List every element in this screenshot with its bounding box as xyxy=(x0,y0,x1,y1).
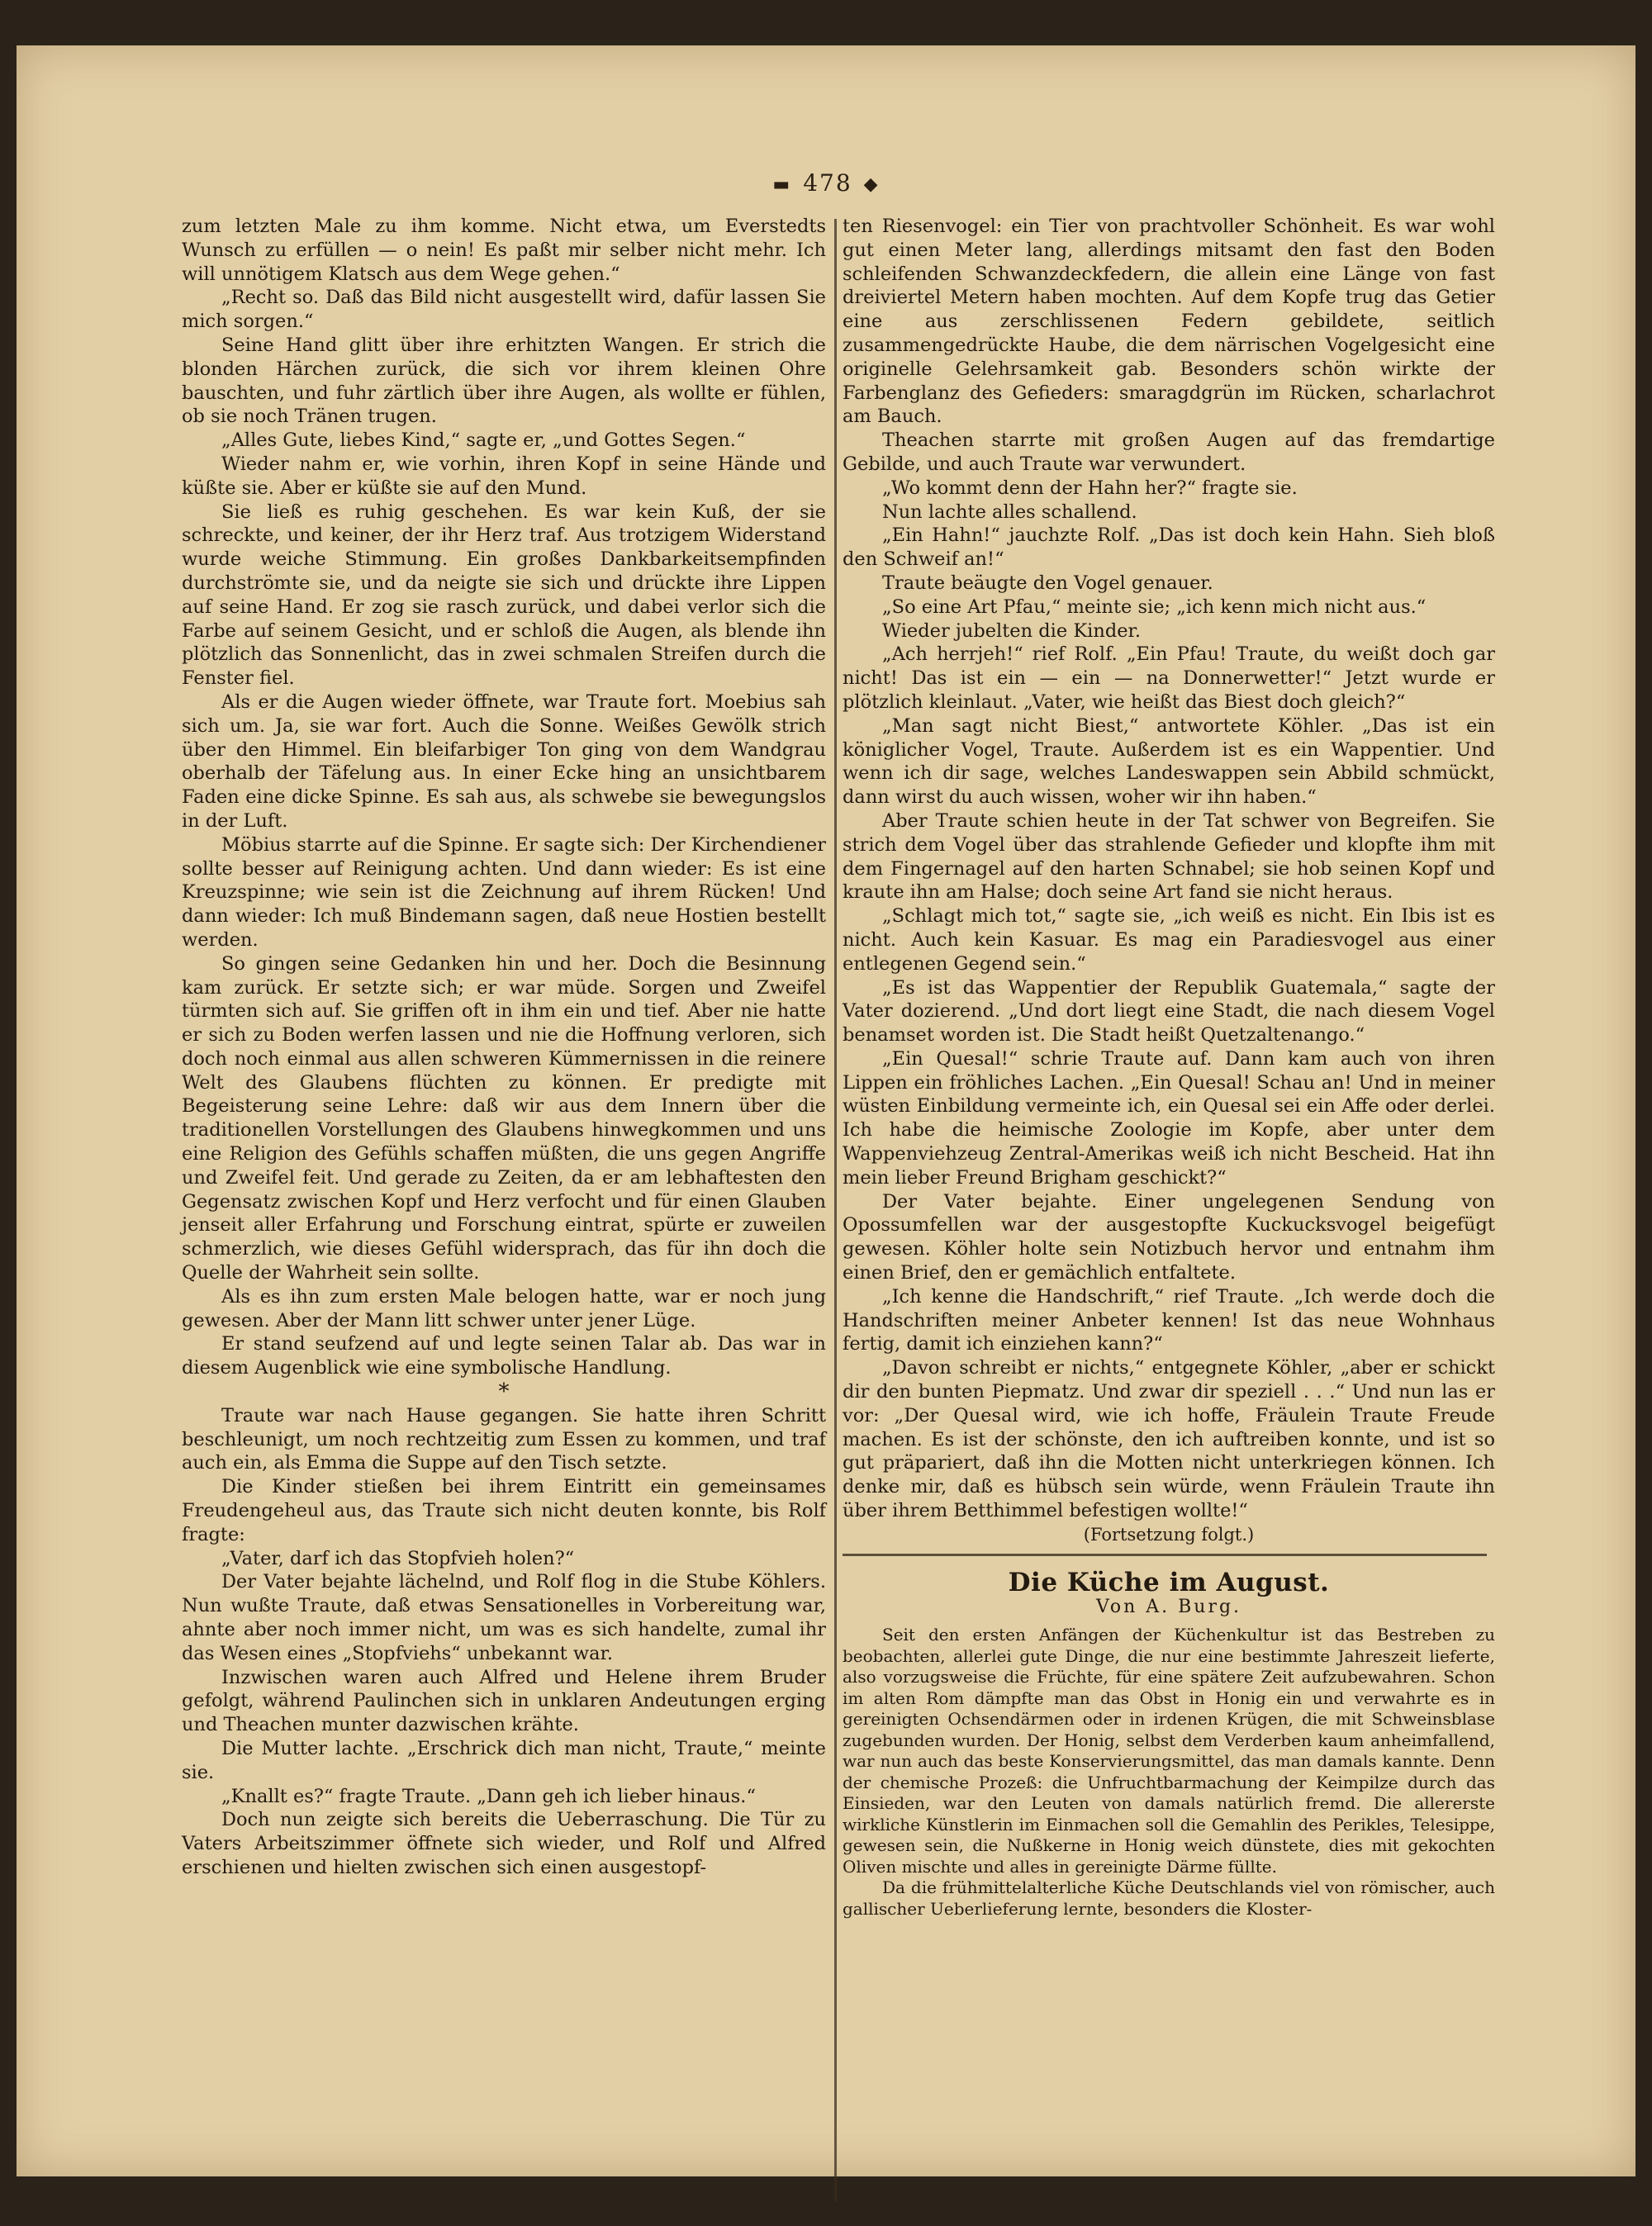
paragraph: „Es ist das Wappentier der Republik Guatemala,“ sagte der Vater dozierend. „Und dort liegt eine Stadt, die nach diesem Vogel benamset worden ist. Die Stadt heißt Quetzaltenango.“ xyxy=(843,976,1495,1047)
paragraph: Seit den ersten Anfängen der Küchenkultur ist das Bestreben zu beobachten, allerlei gute Dinge, die nur eine bestimmte Jahreszeit lieferte, also vorzugsweise die Früchte, für eine spätere Zeit aufzubewahren. Schon im alten Rom dämpfte man das Obst in Honig ein und verwahrte es in gereinigten Ochsendärmen oder in irdenen Krügen, die mit Schweinsblase zugebunden wurden. Der Honig, selbst dem Verderben kaum anheimfallend, war nun auch das beste Konservierungsmittel, das man damals kannte. Denn der chemische Prozeß: die Unfruchtbarmachung der Keimpilze durch das Einsieden, war den Leuten von damals natürlich fremd. Die allererste wirkliche Künstlerin im Einmachen soll die Gemahlin des Perikles, Telesippe, gewesen sein, die Nußkerne in Honig weich dünstete, dies mit gekochten Oliven mischte und alles in gereinigte Därme füllte. xyxy=(843,1625,1495,1877)
paragraph: Da die frühmittelalterliche Küche Deutschlands viel von römischer, auch gallischer Ueberlieferung lernte, besonders die Kloster- xyxy=(843,1877,1495,1919)
ornament-right-icon: ◆ xyxy=(863,174,880,195)
paragraph: Traute war nach Hause gegangen. Sie hatte ihren Schritt beschleunigt, um noch rechtzeitig zum Essen zu kommen, und traf auch ein, als Emma die Suppe auf den Tisch setzte. xyxy=(182,1404,826,1474)
paragraph: „Recht so. Daß das Bild nicht ausgestellt wird, dafür lassen Sie mich sorgen.“ xyxy=(182,287,826,333)
paragraph: „Wo kommt denn der Hahn her?“ fragte sie. xyxy=(882,477,1298,499)
paragraph: „Alles Gute, liebes Kind,“ sagte er, „und Gottes Segen.“ xyxy=(221,430,746,452)
paragraph: Nun lachte alles schallend. xyxy=(882,501,1137,523)
paragraph: Traute beäugte den Vogel genauer. xyxy=(882,572,1213,594)
page-number-text: 478 xyxy=(803,169,852,197)
paragraph: Inzwischen waren auch Alfred und Helene ihrem Bruder gefolgt, während Paulinchen sich in unklaren Andeutungen erging und Theachen munter dazwischen krähte. xyxy=(182,1666,826,1736)
paragraph: Der Vater bejahte lächelnd, und Rolf flog in die Stube Köhlers. Nun wußte Traute, daß etwas Sensationelles in Vorbereitung war, ahnte aber noch immer nicht, um was es sich handelte, zumal ihr das Wesen eines „Stopfviehs“ unbekannt war. xyxy=(182,1571,826,1664)
paragraph: „Ein Hahn!“ jauchzte Rolf. „Das ist doch kein Hahn. Sieh bloß den Schweif an!“ xyxy=(843,524,1495,571)
paragraph: Möbius starrte auf die Spinne. Er sagte sich: Der Kirchendiener sollte besser auf Reinigung achten. Und dann wieder: Es ist eine Kreuzspinne; wie sein ist die Zeichnung auf ihrem Rücken! Und dann wieder: Ich muß Bindemann sagen, daß neue Hostien bestellt werden. xyxy=(182,833,826,951)
paragraph: Er stand seufzend auf und legte seinen Talar ab. Das war in diesem Augenblick wie eine symbolische Handlung. xyxy=(182,1333,826,1379)
column-divider xyxy=(834,219,837,2201)
paragraph: „Schlagt mich tot,“ sagte sie, „ich weiß es nicht. Ein Ibis ist es nicht. Auch kein Kasuar. Es mag ein Paradiesvogel aus einer entlegenen Gegend sein.“ xyxy=(843,905,1495,975)
continuation-note: (Fortsetzung folgt.) xyxy=(1083,1524,1255,1545)
paragraph: „Vater, darf ich das Stopfvieh holen?“ xyxy=(221,1547,575,1569)
paragraph: Aber Traute schien heute in der Tat schwer von Begreifen. Sie strich dem Vogel über das strahlende Gefieder und klopfte ihm mit dem Fingernagel auf den harten Schnabel; sie hob seinen Kopf und kraute ihn am Halse; doch seine Art fand sie nicht heraus. xyxy=(843,809,1495,904)
ornament-left-icon: ▬ xyxy=(772,174,792,195)
paragraph: „Man sagt nicht Biest,“ antwortete Köhler. „Das ist ein königlicher Vogel, Traute. Außerdem ist es ein Wappentier. Und wenn ich dir sage, welches Landeswappen sein Abbild schmückt, dann wirst du auch wissen, woher wir ihn haben.“ xyxy=(843,714,1495,809)
page-number xyxy=(17,169,1635,197)
paragraph: zum letzten Male zu ihm komme. Nicht etwa, um Everstedts Wunsch zu erfüllen — o nein! Es paßt mir selber nicht mehr. Ich will unnötigem Klatsch aus dem Wege gehen.“ xyxy=(182,216,826,285)
paragraph: So gingen seine Gedanken hin und her. Doch die Besinnung kam zurück. Er setzte sich; er war müde. Sorgen und Zweifel türmten sich auf. Sie griffen oft in ihm ein und tief. Aber nie hatte er sich zu Boden werfen lassen und nie die Hoffnung verloren, sich doch noch einmal aus allen schweren Kümmernissen in die reinere Welt des Glaubens flüchten zu können. Er predigte mit Begeisterung seine Lehre: daß wir aus dem Innern über die traditionellen Vorstellungen des Glaubens hinwegkommen und uns eine Religion des Gefühls schaffen müßten, die uns gegen Angriffe und Zweifel feit. Und gerade zu Zeiten, da er am lebhaftesten den Gegensatz zwischen Kopf und Herz verfocht und für einen Glauben jenseit aller Erfahrung und Forschung eintrat, spürte er zuweilen schmerzlich, wie dieses Gefühl widersprach, das für ihn doch die Quelle der Wahrheit sein sollte. xyxy=(182,952,826,1284)
paragraph: Der Vater bejahte. Einer ungelegenen Sendung von Opossumfellen war der ausgestopfte Kuckucksvogel beigefügt gewesen. Köhler holte sein Notizbuch hervor und entnahm ihm einen Brief, den er gemächlich entfaltete. xyxy=(843,1190,1495,1284)
section-break-star: * xyxy=(498,1379,510,1405)
paragraph: Wieder jubelten die Kinder. xyxy=(882,619,1141,642)
paragraph: Die Mutter lachte. „Erschrick dich man nicht, Traute,“ meinte sie. xyxy=(182,1738,826,1783)
paragraph: Die Kinder stießen bei ihrem Eintritt ein gemeinsames Freudengeheul aus, das Traute sich nicht deuten konnte, bis Rolf fragte: xyxy=(182,1476,826,1545)
paragraph: Sie ließ es ruhig geschehen. Es war kein Kuß, der sie schreckte, und keiner, der ihr Herz traf. Aus trotzigem Widerstand wurde weiche Stimmung. Ein großes Dankbarkeitsempfinden durchströmte sie, und da neigte sie sich und drückte ihre Lippen auf seine Hand. Er zog sie rasch zurück, und dabei verlor sich die Farbe auf seinem Gesicht, und er schloß die Augen, als blende ihn plötzlich das Sonnenlicht, das in zwei schmalen Streifen durch die Fenster fiel. xyxy=(182,501,826,690)
paragraph: „Ach herrjeh!“ rief Rolf. „Ein Pfau! Traute, du weißt doch gar nicht! Das ist ein — ein — na Donnerwetter!“ Jetzt wurde er plötzlich kleinlaut. „Vater, wie heißt das Biest doch gleich?“ xyxy=(843,643,1495,713)
article-title: Die Küche im August. xyxy=(1008,1567,1330,1597)
paragraph: „Knallt es?“ fragte Traute. „Dann geh ich lieber hinaus.“ xyxy=(221,1785,756,1807)
left-column xyxy=(182,215,826,1880)
paragraph: Als es ihn zum ersten Male belogen hatte, war er noch jung gewesen. Aber der Mann litt schwer unter jener Lüge. xyxy=(182,1285,826,1331)
paragraph: Als er die Augen wieder öffnete, war Traute fort. Moebius sah sich um. Ja, sie war fort. Auch die Sonne. Weißes Gewölk strich über den Himmel. Ein bleifarbiger Ton ging von dem Wandgrau oberhalb der Täfelung aus. In einer Ecke hing an unsichtbarem Faden eine dicke Spinne. Es sah aus, als schwebe sie bewegungslos in der Luft. xyxy=(182,691,826,832)
paragraph: „Ein Quesal!“ schrie Traute auf. Dann kam auch von ihren Lippen ein fröhliches Lachen. „Ein Quesal! Schau an! Und in meiner wüsten Einbildung vermeinte ich, ein Quesal sei ein Affe oder derlei. Ich habe die heimische Zoologie im Kopfe, aber unter dem Wappenviehzeug Zentral-Amerikas weiß ich nicht Bescheid. Hat ihn mein lieber Freund Brigham geschickt?“ xyxy=(843,1047,1495,1189)
paragraph: Theachen starrte mit großen Augen auf das fremdartige Gebilde, und auch Traute war verwundert. xyxy=(843,430,1495,475)
paragraph: Wieder nahm er, wie vorhin, ihren Kopf in seine Hände und küßte sie. Aber er küßte sie auf den Mund. xyxy=(182,453,826,499)
paragraph: Doch nun zeigte sich bereits die Ueberraschung. Die Tür zu Vaters Arbeitszimmer öffnete sich wieder, und Rolf und Alfred erschienen und hielten zwischen sich einen ausgestopf- xyxy=(182,1809,826,1878)
article-author: Von A. Burg. xyxy=(1095,1597,1242,1618)
paragraph: ten Riesenvogel: ein Tier von prachtvoller Schönheit. Es war wohl gut einen Meter lang, allerdings mitsamt den fast den Boden schleifenden Schwanzdeckfedern, die allein eine Länge von fast dreiviertel Metern haben mochten. Auf dem Kopfe trug das Getier eine aus zerschlissenen Federn gebildete, seitlich zusammengedrückte Haube, die dem närrischen Vogelgesicht eine originelle Gelehrsamkeit gab. Besonders schön wirkte der Farbenglanz des Gefieders: smaragdgrün im Rücken, scharlachrot am Bauch. xyxy=(843,216,1495,428)
paragraph: „Davon schreibt er nichts,“ entgegnete Köhler, „aber er schickt dir den bunten Piepmatz. Und zwar dir speziell . . .“ Und nun las er vor: „Der Quesal wird, wie ich hoffe, Fräulein Traute Freude machen. Es ist der schönste, den ich auftreiben konnte, und ist so gut präpariert, daß ihn die Motten nicht unterkriegen können. Ich denke mir, daß es hübsch sein würde, wenn Fräulein Traute ihn über ihrem Betthimmel befestigen wollte!“ xyxy=(843,1357,1495,1522)
paragraph: „So eine Art Pfau,“ meinte sie; „ich kenn mich nicht aus.“ xyxy=(882,596,1427,618)
right-column xyxy=(843,215,1495,1920)
paragraph: „Ich kenne die Handschrift,“ rief Traute. „Ich werde doch die Handschriften meiner Anbeter kennen! Ist das neue Wohnhaus fertig, damit ich einziehen kann?“ xyxy=(843,1285,1495,1355)
article-body xyxy=(843,1625,1495,1920)
newspaper-page xyxy=(17,45,1635,2176)
paragraph: Seine Hand glitt über ihre erhitzten Wangen. Er strich die blonden Härchen zurück, die sich vor ihrem kleinen Ohre bauschten, und fuhr zärtlich über ihre Augen, als wollte er fühlen, ob sie noch Tränen trugen. xyxy=(182,334,826,428)
article-divider xyxy=(843,1554,1487,1556)
